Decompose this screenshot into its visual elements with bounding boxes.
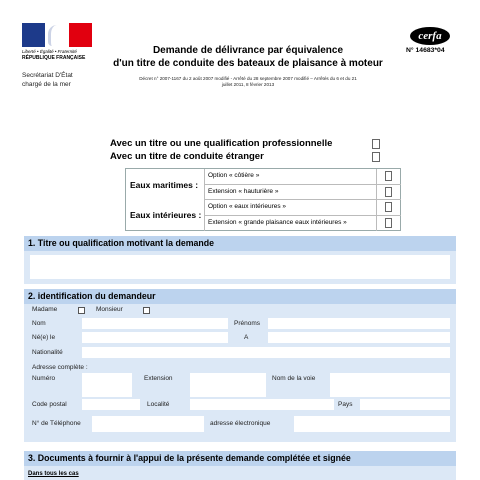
- option-titre-etranger: Avec un titre de conduite étranger: [110, 151, 264, 162]
- monsieur-label: Monsieur: [96, 306, 123, 313]
- adresse-label: Adresse complète :: [32, 364, 88, 371]
- localite-field[interactable]: [190, 399, 334, 410]
- telephone-field[interactable]: [92, 416, 204, 432]
- eaux-interieures-label: Eaux intérieures :: [130, 210, 202, 220]
- checkbox-hauturiere[interactable]: [385, 187, 392, 197]
- option-titre-professionnel: Avec un titre ou une qualification professionnelle: [110, 138, 333, 149]
- code-postal-label: Code postal: [32, 401, 67, 408]
- cerfa-logo: cerfa: [410, 27, 450, 45]
- form-title: [98, 44, 398, 70]
- nom-voie-label: Nom de la voie: [272, 375, 316, 382]
- option-cotiere-label: Option « côtière »: [208, 172, 260, 179]
- decret-reference: [98, 76, 398, 88]
- option-row-eaux-interieures: [204, 200, 401, 216]
- republic-name: RÉPUBLIQUE FRANÇAISE: [22, 55, 86, 61]
- nationalite-field[interactable]: [82, 347, 450, 358]
- checkbox-grande-plaisance[interactable]: [385, 218, 392, 228]
- option-row-grande-plaisance: [204, 216, 401, 232]
- checkbox-madame[interactable]: [78, 307, 85, 314]
- decret-line2: juillet 2011, 8 février 2013: [221, 82, 275, 87]
- checkbox-titre-professionnel[interactable]: [372, 139, 380, 149]
- section2-title: 2. identification du demandeur: [24, 289, 456, 304]
- lieu-naissance-field[interactable]: [268, 332, 450, 343]
- lieu-naissance-label: A: [244, 334, 249, 341]
- date-naissance-field[interactable]: [82, 332, 228, 343]
- section-documents: [24, 451, 456, 480]
- pays-label: Pays: [338, 401, 353, 408]
- republique-francaise-logo: [22, 23, 92, 61]
- madame-label: Madame: [32, 306, 58, 313]
- ne-le-label: Né(e) le: [32, 334, 56, 341]
- titre-motivant-field[interactable]: [30, 255, 450, 279]
- code-postal-field[interactable]: [82, 399, 140, 410]
- option-hauturiere-label: Extension « hauturière »: [208, 187, 279, 195]
- extension-label: Extension: [144, 375, 173, 382]
- title-line1: Demande de délivrance par équivalence: [152, 45, 344, 56]
- email-label: adresse électronique: [210, 420, 271, 427]
- title-line2: d'un titre de conduite des bateaux de plaisance à moteur: [113, 58, 383, 69]
- option-row-hauturiere: [204, 185, 401, 201]
- prenoms-field[interactable]: [268, 318, 450, 329]
- checkbox-titre-etranger[interactable]: [372, 152, 380, 162]
- option-row-cotiere: [204, 169, 401, 185]
- decret-line1: Décret n° 2007-1167 du 2 août 2007 modifié - Arrêté du 28 septembre 2007 modifié – Arrêtés du 6 et du 21: [139, 76, 357, 81]
- option-grande-plaisance-label: Extension « grande plaisance eaux intérieures »: [208, 218, 347, 226]
- section3-subtitle: Dans tous les cas: [28, 471, 79, 477]
- motto: Liberté • Égalité • Fraternité: [22, 49, 77, 54]
- section1-title: 1. Titre ou qualification motivant la demande: [24, 236, 456, 251]
- nationalite-label: Nationalité: [32, 349, 63, 356]
- numero-label: Numéro: [32, 375, 56, 382]
- eaux-table: [125, 168, 401, 231]
- nom-field[interactable]: [82, 318, 228, 329]
- localite-label: Localité: [147, 401, 170, 408]
- telephone-label: N° de Téléphone: [32, 420, 81, 427]
- section3-title: 3. Documents à fournir à l'appui de la présente demande complétée et signée: [24, 451, 456, 466]
- marianne-flag-icon: [22, 23, 92, 47]
- email-field[interactable]: [294, 416, 450, 432]
- pays-field[interactable]: [360, 399, 450, 410]
- section-identification: [24, 289, 456, 442]
- cerfa-number: N° 14683*04: [406, 47, 445, 54]
- checkbox-eaux-interieures[interactable]: [385, 202, 392, 212]
- option-eaux-interieures-label: Option « eaux intérieures »: [208, 203, 287, 210]
- nom-voie-field[interactable]: [330, 373, 450, 397]
- eaux-maritimes-label: Eaux maritimes :: [130, 180, 199, 190]
- prenoms-label: Prénoms: [234, 320, 261, 327]
- ministry-line1: Secrétariat D'État: [22, 72, 73, 79]
- checkbox-monsieur[interactable]: [143, 307, 150, 314]
- ministry: [22, 72, 73, 89]
- ministry-line2: chargé de la mer: [22, 80, 71, 88]
- checkbox-cotiere[interactable]: [385, 171, 392, 181]
- nom-label: Nom: [32, 320, 46, 327]
- extension-field[interactable]: [190, 373, 266, 397]
- numero-field[interactable]: [82, 373, 132, 397]
- section-titre: [24, 236, 456, 284]
